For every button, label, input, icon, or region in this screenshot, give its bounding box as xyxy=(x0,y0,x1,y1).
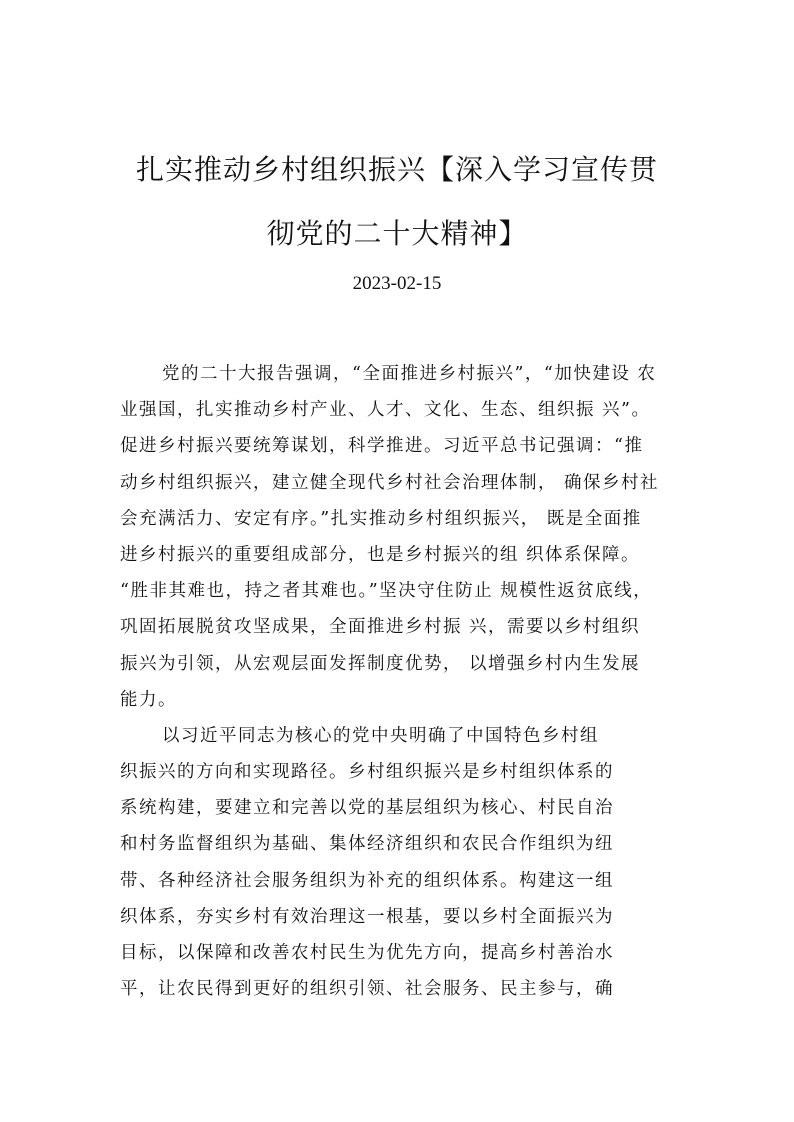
text-line: 带、各种经济社会服务组织为补充的组织体系。构建这一组 xyxy=(120,870,614,891)
text-line: 和村务监督组织为基础、集体经济组织和农民合作组织为纽 xyxy=(120,834,614,855)
text-line: 目标，以保障和改善农村民生为优先方向，提高乡村善治水 xyxy=(120,943,614,963)
text-line: 党的二十大报告强调，“全面推进乡村振兴”，“加快建设 农 xyxy=(162,364,657,384)
text-line: 进乡村振兴的重要组成部分，也是乡村振兴的组 织体系保障。 xyxy=(120,544,641,565)
text-line: 会充满活力、安定有序。”扎实推动乡村组织振兴， 既是全面推 xyxy=(120,508,642,529)
text-line: 动乡村组织振兴，建立健全现代乡村社会治理体制， 确保乡村社 xyxy=(120,472,660,493)
text-line: 系统构建，要建立和完善以党的基层组织为核心、村民自治 xyxy=(120,798,614,819)
text-line: 能力。 xyxy=(120,689,177,710)
paragraph-1 xyxy=(120,356,720,718)
document-title-line-2: 彻党的二十大精神】 xyxy=(266,217,528,250)
text-line: 巩固拓展脱贫攻坚成果，全面推进乡村振 兴，需要以乡村组织 xyxy=(120,617,641,638)
text-line: 织体系，夯实乡村有效治理这一根基，要以乡村全面振兴为 xyxy=(120,906,614,927)
text-line: 振兴为引领，从宏观层面发挥制度优势， 以增强乡村内生发展 xyxy=(120,653,641,674)
text-line: 织振兴的方向和实现路径。乡村组织振兴是乡村组织体系的 xyxy=(120,762,614,783)
text-line: 平，让农民得到更好的组织引领、社会服务、民主参与，确 xyxy=(120,979,614,1000)
text-line: 促进乡村振兴要统筹谋划，科学推进。习近平总书记强调：“推 xyxy=(120,436,644,457)
article-body xyxy=(120,356,720,1007)
publish-date: 2023-02-15 xyxy=(352,273,442,294)
text-line: 以习近平同志为核心的党中央明确了中国特色乡村组 xyxy=(162,725,599,746)
text-line: “胜非其难也，持之者其难也。”坚决守住防止 规模性返贫底线， xyxy=(120,581,653,602)
document-title-line-1: 扎实推动乡村组织振兴【深入学习宣传贯 xyxy=(135,153,658,186)
paragraph-2 xyxy=(120,718,720,1008)
text-line: 业强国，扎实推动乡村产业、人才、文化、生态、组织振 兴”。 xyxy=(120,400,651,421)
